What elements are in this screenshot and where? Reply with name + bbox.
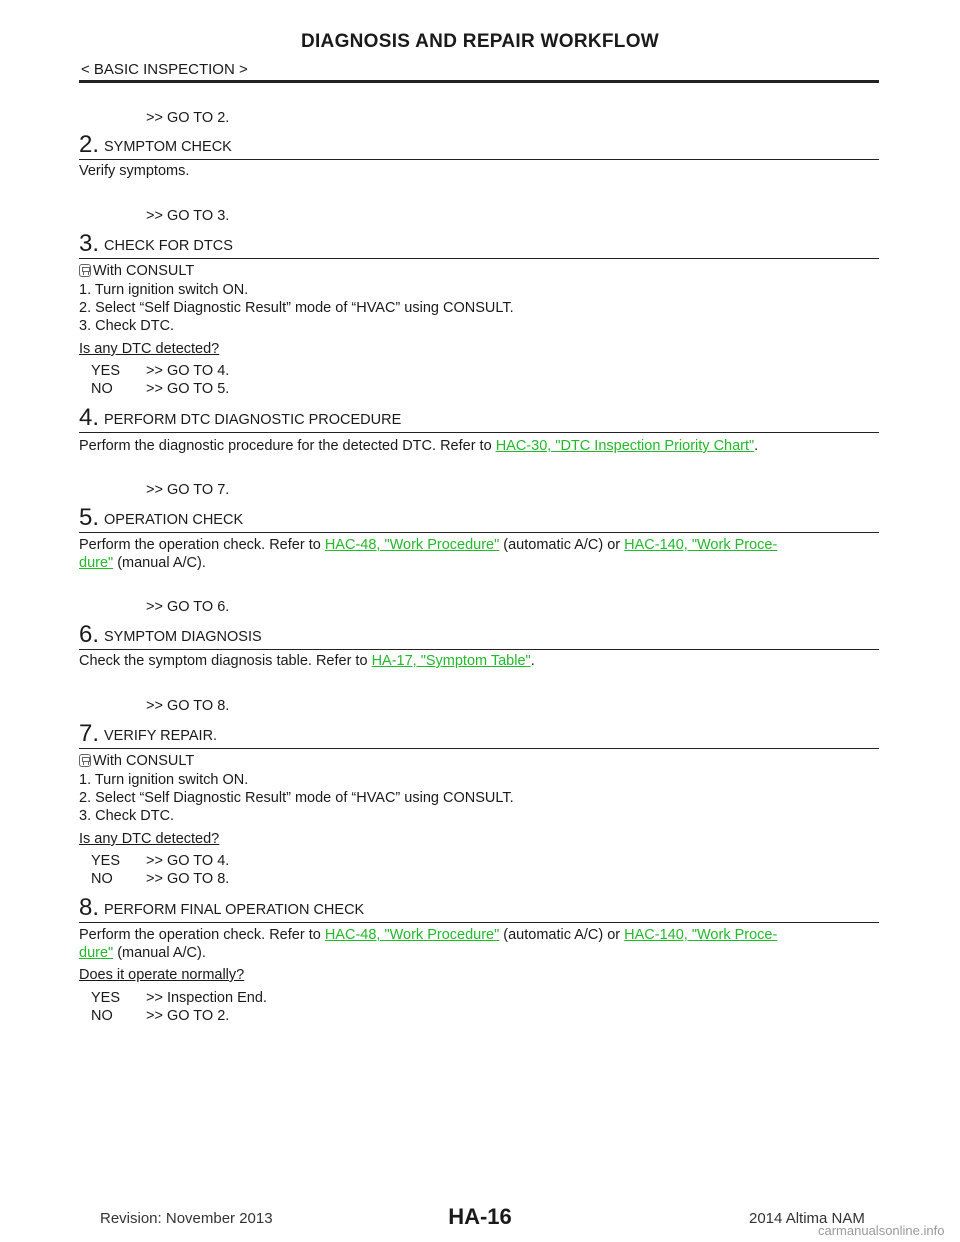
decision-question: Does it operate normally? — [79, 967, 245, 983]
text: (manual A/C). — [113, 555, 206, 571]
consult-label: With CONSULT — [93, 263, 195, 279]
step-title: SYMPTOM DIAGNOSIS — [104, 629, 262, 645]
text: Check the symptom diagnosis table. Refer to — [79, 653, 372, 669]
step-number: 8. — [79, 894, 100, 921]
list-item: 3. Check DTC. — [79, 318, 175, 334]
goto-step-8: >> GO TO 8. — [146, 698, 230, 714]
step-2-text: Verify symptoms. — [79, 163, 190, 179]
ref-link-hac-140-cont[interactable]: dure" — [79, 555, 114, 571]
answer-value: >> Inspection End. — [146, 990, 267, 1006]
footer-model: 2014 Altima NAM — [749, 1210, 865, 1227]
step-4-heading — [79, 405, 879, 433]
decision-question: Is any DTC detected? — [79, 831, 220, 847]
list-item: 3. Check DTC. — [79, 808, 175, 824]
consult-icon — [79, 264, 91, 277]
consult-icon — [79, 754, 91, 767]
text: Perform the operation check. Refer to — [79, 537, 325, 553]
decision-question: Is any DTC detected? — [79, 341, 220, 357]
header-divider — [79, 80, 879, 83]
step-number: 7. — [79, 720, 100, 747]
section-breadcrumb: < BASIC INSPECTION > — [81, 61, 248, 78]
step-title: OPERATION CHECK — [104, 512, 244, 528]
step-8-text-cont — [79, 945, 206, 961]
answer-value: >> GO TO 5. — [146, 381, 230, 397]
answer-key: NO — [91, 1008, 113, 1024]
answer-value: >> GO TO 4. — [146, 853, 230, 869]
step-number: 2. — [79, 131, 100, 158]
text: . — [754, 438, 759, 454]
step-6-text — [79, 653, 535, 669]
goto-step-7: >> GO TO 7. — [146, 482, 230, 498]
step-5-text-cont — [79, 555, 206, 571]
answer-key: NO — [91, 871, 113, 887]
footer-revision: Revision: November 2013 — [100, 1210, 273, 1227]
step-title: PERFORM DTC DIAGNOSTIC PROCEDURE — [104, 412, 402, 428]
answer-value: >> GO TO 8. — [146, 871, 230, 887]
text: (automatic A/C) or — [499, 927, 625, 943]
list-item: 2. Select “Self Diagnostic Result” mode of “HVAC” using CONSULT. — [79, 790, 514, 806]
text: (automatic A/C) or — [499, 537, 625, 553]
step-number: 3. — [79, 230, 100, 257]
step-4-text — [79, 438, 758, 454]
ref-link-hac-140[interactable]: HAC-140, "Work Proce- — [624, 927, 778, 943]
step-8-heading — [79, 895, 879, 923]
text: (manual A/C). — [113, 945, 206, 961]
answer-value: >> GO TO 2. — [146, 1008, 230, 1024]
answer-key: YES — [91, 363, 121, 379]
step-number: 6. — [79, 621, 100, 648]
ref-link-hac-48[interactable]: HAC-48, "Work Procedure" — [324, 927, 500, 943]
goto-step-3: >> GO TO 3. — [146, 208, 230, 224]
step-number: 4. — [79, 404, 100, 431]
step-7-heading — [79, 721, 879, 749]
answer-key: YES — [91, 853, 121, 869]
consult-line — [79, 263, 194, 279]
consult-label: With CONSULT — [93, 753, 195, 769]
ref-link-hac-140[interactable]: HAC-140, "Work Proce- — [624, 537, 778, 553]
step-number: 5. — [79, 504, 100, 531]
list-item: 1. Turn ignition switch ON. — [79, 282, 249, 298]
list-item: 1. Turn ignition switch ON. — [79, 772, 249, 788]
watermark-text: carmanualsonline.info — [818, 1223, 945, 1238]
goto-step-2: >> GO TO 2. — [146, 110, 230, 126]
step-title: CHECK FOR DTCS — [104, 238, 233, 254]
step-title: PERFORM FINAL OPERATION CHECK — [104, 902, 365, 918]
page-number: HA-16 — [448, 1204, 512, 1229]
answer-key: YES — [91, 990, 121, 1006]
ref-link-ha-17[interactable]: HA-17, "Symptom Table" — [371, 653, 531, 669]
step-2-heading — [79, 132, 879, 160]
step-8-text — [79, 927, 777, 943]
answer-key: NO — [91, 381, 113, 397]
step-5-text — [79, 537, 777, 553]
list-item: 2. Select “Self Diagnostic Result” mode of “HVAC” using CONSULT. — [79, 300, 514, 316]
text: . — [530, 653, 535, 669]
consult-line — [79, 753, 194, 769]
text: Perform the operation check. Refer to — [79, 927, 325, 943]
step-5-heading — [79, 505, 879, 533]
text: Perform the diagnostic procedure for the detected DTC. Refer to — [79, 438, 496, 454]
goto-step-6: >> GO TO 6. — [146, 599, 230, 615]
step-title: SYMPTOM CHECK — [104, 139, 232, 155]
answer-value: >> GO TO 4. — [146, 363, 230, 379]
step-6-heading — [79, 622, 879, 650]
ref-link-hac-48[interactable]: HAC-48, "Work Procedure" — [324, 537, 500, 553]
page-title: DIAGNOSIS AND REPAIR WORKFLOW — [300, 31, 660, 52]
step-3-heading — [79, 231, 879, 259]
ref-link-hac-140-cont[interactable]: dure" — [79, 945, 114, 961]
ref-link-hac-30[interactable]: HAC-30, "DTC Inspection Priority Chart" — [495, 438, 755, 454]
step-title: VERIFY REPAIR. — [104, 728, 218, 744]
